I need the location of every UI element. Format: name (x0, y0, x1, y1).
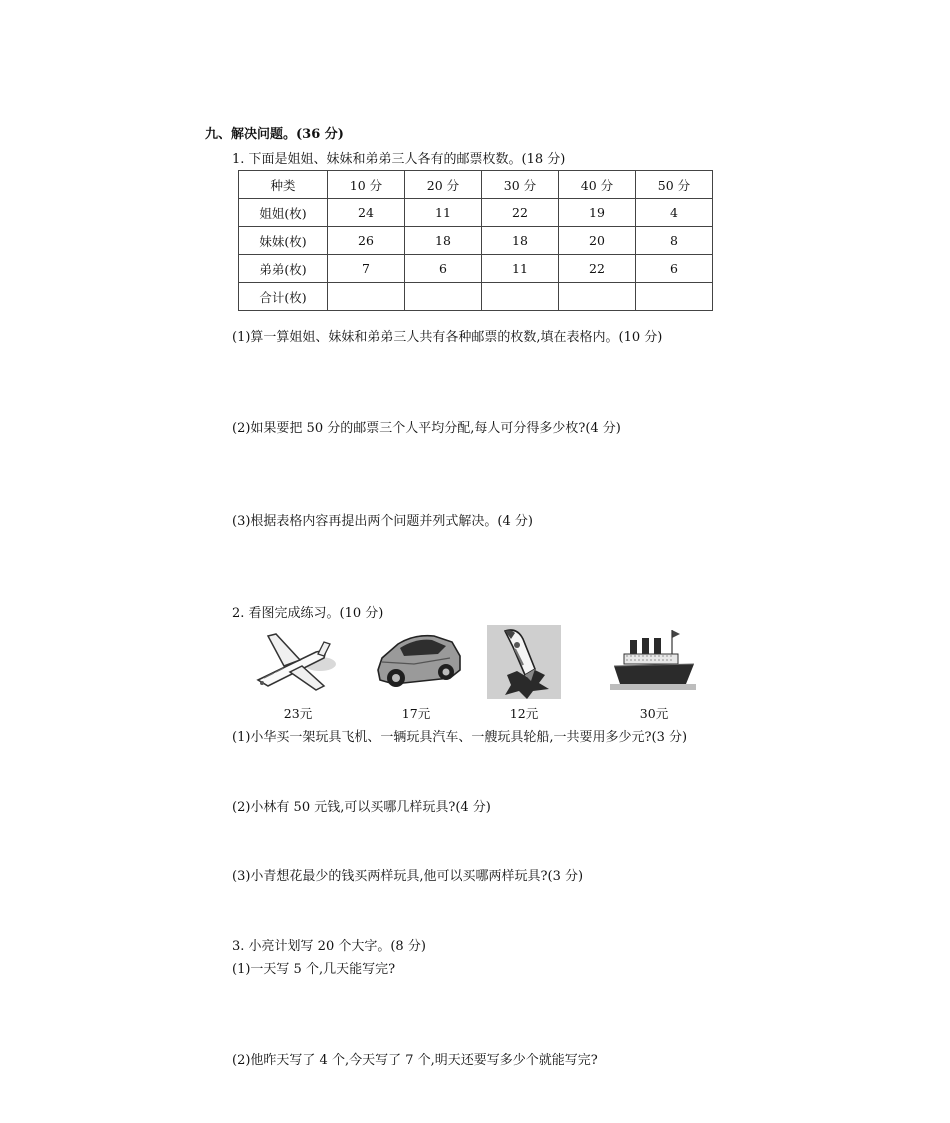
rocket-price: 12元 (509, 706, 539, 721)
question-3-part-1: (1)一天写 5 个,几天能写完? (232, 962, 396, 977)
table-row (239, 199, 713, 227)
table-header-cell: 20 分 (405, 171, 482, 199)
table-cell: 7 (328, 255, 405, 283)
question-1-part-1: (1)算一算姐姐、妹妹和弟弟三人共有各种邮票的枚数,填在表格内。(10 分) (232, 330, 663, 345)
table-cell: 18 (405, 227, 482, 255)
airplane-price: 23元 (283, 706, 313, 721)
table-cell: 19 (559, 199, 636, 227)
table-header-cell: 30 分 (482, 171, 559, 199)
question-3-title: 3. 小亮计划写 20 个大字。(8 分) (232, 939, 426, 954)
table-cell: 6 (636, 255, 713, 283)
rocket-icon (487, 625, 561, 699)
table-total-row (239, 283, 713, 311)
table-row (239, 227, 713, 255)
table-cell: 弟弟(枚) (239, 255, 328, 283)
table-cell: 4 (636, 199, 713, 227)
table-cell: 24 (328, 199, 405, 227)
answer-cell[interactable] (405, 283, 482, 311)
question-1-title: 1. 下面是姐姐、妹妹和弟弟三人各有的邮票枚数。(18 分) (232, 152, 566, 167)
table-cell: 26 (328, 227, 405, 255)
question-2-part-1: (1)小华买一架玩具飞机、一辆玩具汽车、一艘玩具轮船,一共要用多少元?(3 分) (232, 730, 688, 745)
question-2-title: 2. 看图完成练习。(10 分) (232, 606, 384, 621)
question-1-part-3: (3)根据表格内容再提出两个问题并列式解决。(4 分) (232, 514, 533, 529)
table-cell: 妹妹(枚) (239, 227, 328, 255)
question-2-part-3: (3)小青想花最少的钱买两样玩具,他可以买哪两样玩具?(3 分) (232, 869, 584, 884)
table-cell: 11 (405, 199, 482, 227)
question-1-part-2: (2)如果要把 50 分的邮票三个人平均分配,每人可分得多少枚?(4 分) (232, 421, 621, 436)
section-title: 九、解决问题。(36 分) (205, 127, 344, 142)
table-header-cell: 50 分 (636, 171, 713, 199)
answer-cell[interactable] (328, 283, 405, 311)
stamp-count-table (238, 170, 713, 311)
answer-cell[interactable] (559, 283, 636, 311)
table-cell: 8 (636, 227, 713, 255)
table-cell: 6 (405, 255, 482, 283)
ship-icon (610, 626, 696, 696)
table-header-cell: 10 分 (328, 171, 405, 199)
answer-cell[interactable] (482, 283, 559, 311)
answer-cell[interactable] (636, 283, 713, 311)
table-cell: 22 (559, 255, 636, 283)
table-header-row (239, 171, 713, 199)
table-cell: 18 (482, 227, 559, 255)
table-cell: 20 (559, 227, 636, 255)
table-row (239, 255, 713, 283)
table-cell: 11 (482, 255, 559, 283)
table-cell: 姐姐(枚) (239, 199, 328, 227)
airplane-icon (254, 626, 340, 694)
table-header-cell: 种类 (239, 171, 328, 199)
car-icon (374, 628, 464, 692)
car-price: 17元 (401, 706, 431, 721)
question-3-part-2: (2)他昨天写了 4 个,今天写了 7 个,明天还要写多少个就能写完? (232, 1053, 598, 1068)
table-cell: 22 (482, 199, 559, 227)
table-cell: 合计(枚) (239, 283, 328, 311)
question-2-part-2: (2)小林有 50 元钱,可以买哪几样玩具?(4 分) (232, 800, 491, 815)
table-header-cell: 40 分 (559, 171, 636, 199)
ship-price: 30元 (639, 706, 669, 721)
